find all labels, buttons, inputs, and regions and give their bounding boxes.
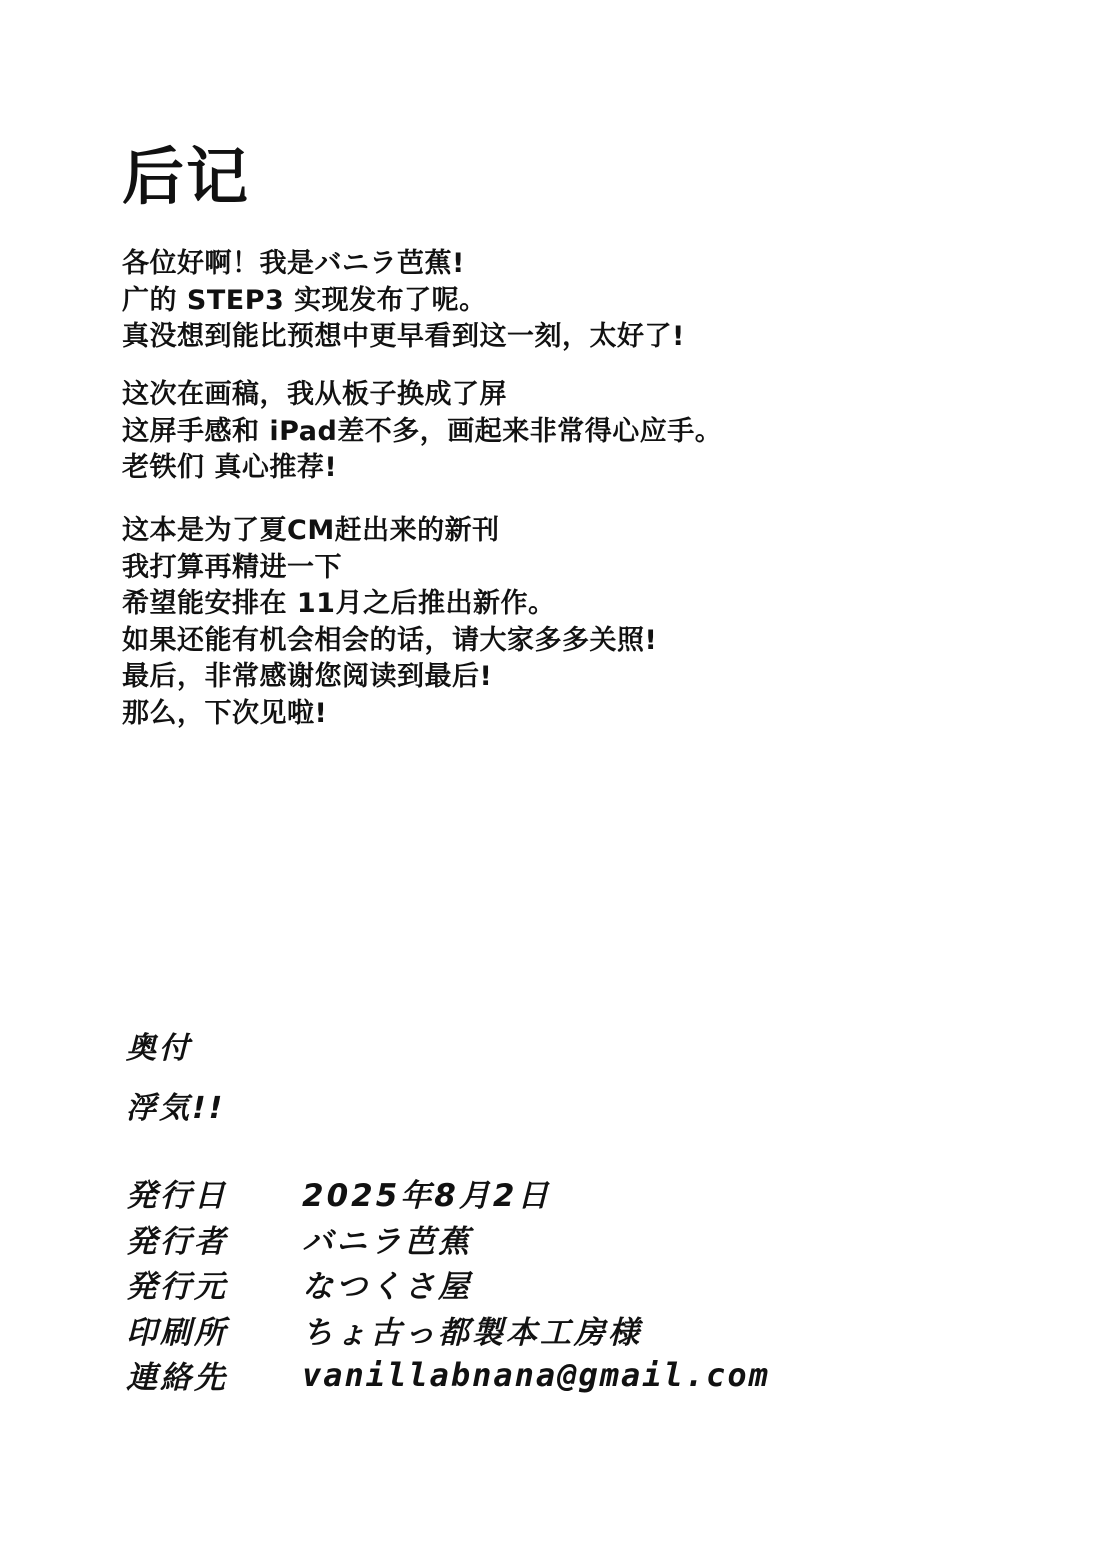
text-line: 这次在画稿，我从板子换成了屏 — [122, 379, 507, 410]
text-line: 这屏手感和 iPad差不多，画起来非常得心应手。 — [122, 415, 723, 447]
colophon-label: 発行者 — [126, 1223, 228, 1260]
colophon-label: 発行元 — [126, 1269, 228, 1306]
colophon-table — [126, 1170, 770, 1398]
colophon-label: 連絡先 — [126, 1360, 228, 1397]
paragraph-closing — [122, 513, 657, 732]
book-title: 浮気!! — [126, 1091, 226, 1126]
text-line: 最后，非常感谢您阅读到最后! — [122, 661, 493, 692]
text-line: 真没想到能比预想中更早看到这一刻，太好了! — [122, 321, 685, 352]
text-line: 希望能安排在 11月之后推出新作。 — [122, 588, 556, 619]
contact-email: vanillabnana@gmail.com — [302, 1355, 770, 1394]
colophon-label: 印刷所 — [126, 1314, 228, 1351]
text-line: 那么，下次见啦! — [122, 697, 328, 729]
colophon-value: ちょ古っ都製本工房様 — [302, 1314, 642, 1351]
colophon-row-issuer — [126, 1261, 770, 1307]
colophon-row-contact — [126, 1352, 770, 1398]
colophon-heading: 奥付 — [126, 1031, 192, 1066]
colophon-value: なつくさ屋 — [302, 1269, 472, 1306]
text-line: 各位好啊！我是バニラ芭蕉! — [122, 248, 465, 279]
page-title: 后记 — [122, 140, 251, 213]
colophon-value: 2025年8月2日 — [302, 1178, 552, 1215]
colophon-label: 発行日 — [126, 1178, 228, 1215]
paragraph-greeting — [122, 246, 685, 356]
text-line: 如果还能有机会相会的话，请大家多多关照! — [122, 624, 658, 656]
colophon-row-publish-date — [126, 1170, 770, 1216]
colophon-value: バニラ芭蕉 — [302, 1223, 472, 1260]
paragraph-tablet — [122, 377, 722, 487]
text-line: 广的 STEP3 实现发布了呢。 — [122, 284, 487, 316]
colophon-row-publisher — [126, 1216, 770, 1262]
colophon-row-printer — [126, 1307, 770, 1353]
text-line: 老铁们 真心推荐! — [122, 452, 338, 483]
text-line: 这本是为了夏CM赶出来的新刊 — [122, 515, 500, 546]
text-line: 我打算再精进一下 — [122, 551, 342, 583]
